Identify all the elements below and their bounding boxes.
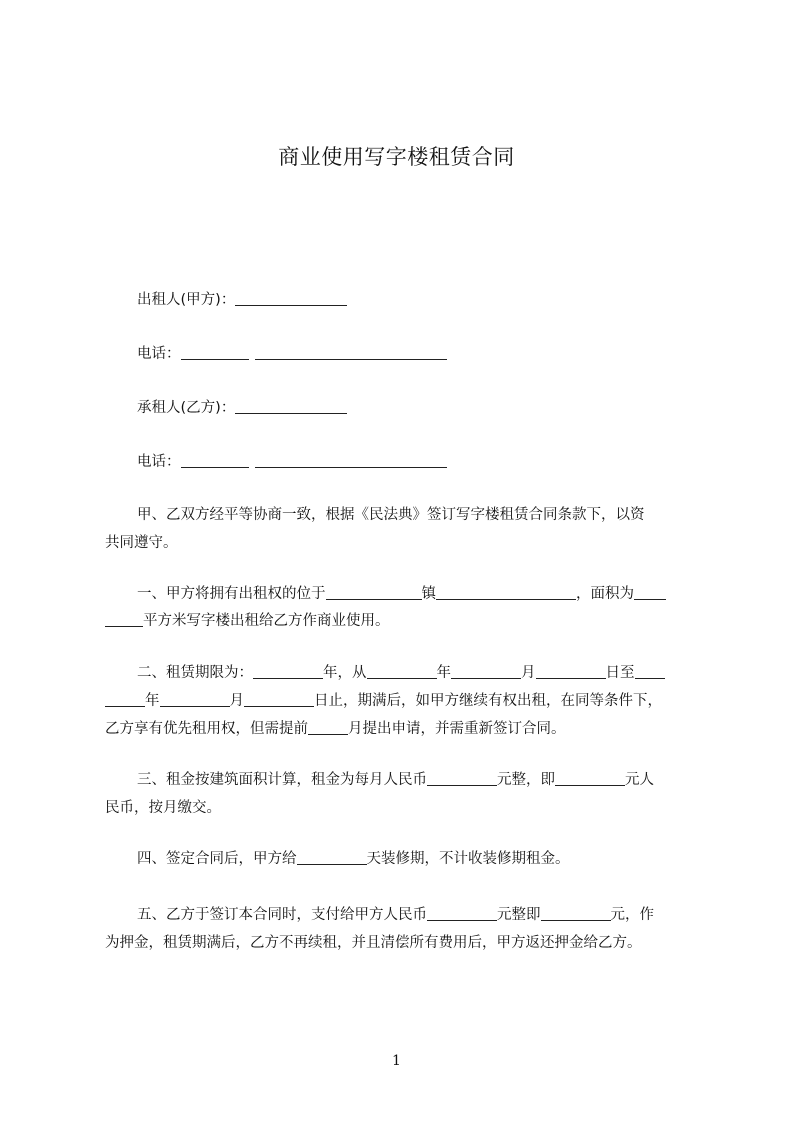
lessee-phone-line [137, 446, 700, 479]
clause-2-day-end-text: 日止，期满后，如甲方继续有权出租，在同等条件下， [314, 693, 662, 709]
lessee-phone-label: 电话： [137, 454, 181, 470]
lessor-label: 出租人(甲方)： [137, 292, 236, 308]
lessor-phone-blank-2[interactable] [255, 358, 447, 360]
clause-5-text-b: 元整即 [497, 907, 541, 923]
page-number: 1 [392, 1053, 401, 1069]
clause-1-town-blank[interactable] [436, 598, 576, 600]
clause-1-text-b: 镇 [421, 586, 436, 602]
clause-5-line-2: 为押金，租赁期满后，乙方不再续租，并且清偿所有费用后，甲方返还押金给乙方。 [105, 935, 642, 951]
clause-2-end-year-blank-a[interactable] [635, 677, 665, 679]
clause-5-deposit-words-blank[interactable] [541, 919, 611, 921]
clause-2-text-a: 二、租赁期限为： [137, 665, 253, 681]
clause-2-end-year-blank-b[interactable] [105, 705, 145, 707]
clause-2-start-year-blank[interactable] [367, 677, 437, 679]
clause-2-start-day-blank[interactable] [536, 677, 606, 679]
lessee-line [137, 392, 700, 425]
lessor-phone-line [137, 338, 700, 371]
document-title: 商业使用写字楼租赁合同 [278, 145, 515, 169]
clause-1-area-blank-a[interactable] [634, 598, 666, 600]
lessor-line [137, 284, 700, 317]
lessee-phone-blank-1[interactable] [181, 466, 249, 468]
clause-1-location-blank[interactable] [326, 598, 422, 600]
clause-2-from-label: ，从 [337, 665, 367, 681]
clause-5-deposit-blank[interactable] [427, 919, 497, 921]
clause-2-start-month-blank[interactable] [451, 677, 521, 679]
lessor-phone-blank-1[interactable] [181, 358, 249, 360]
clause-2-notice-months-blank[interactable] [308, 733, 348, 735]
clause-2-end-year-label: 年 [145, 693, 160, 709]
lessor-blank[interactable] [235, 304, 347, 306]
clause-2-end-month-blank[interactable] [160, 705, 230, 707]
clause-4-text-a: 四、签定合同后，甲方给 [137, 851, 297, 867]
clause-1-text-c: ，面积为 [576, 586, 634, 602]
lessee-label: 承租人(乙方)： [137, 400, 236, 416]
clause-2-years-blank[interactable] [253, 677, 323, 679]
clause-1-line-2 [105, 605, 700, 638]
clause-2-start-month-label: 月 [521, 665, 536, 681]
clause-2-end-day-blank[interactable] [244, 705, 314, 707]
clause-2-day-to-label: 日至 [605, 665, 635, 681]
clause-2-start-year-label: 年 [436, 665, 451, 681]
clause-2-end-month-label: 月 [229, 693, 244, 709]
clause-1-text-d: 平方米写字楼出租给乙方作商业使用。 [143, 613, 390, 629]
clause-3-rent-blank[interactable] [427, 784, 497, 786]
clause-2-text-priority: 乙方享有优先租用权，但需提前 [105, 721, 308, 737]
clause-1-text-a: 一、甲方将拥有出租权的位于 [137, 586, 326, 602]
clause-4-days-blank[interactable] [297, 863, 367, 865]
clause-4-text-b: 天装修期，不计收装修期租金。 [366, 851, 570, 867]
clause-3-text-a: 三、租金按建筑面积计算，租金为每月人民币 [137, 772, 427, 788]
clause-2-line-3 [105, 713, 700, 746]
intro-line-2: 共同遵守。 [105, 535, 178, 551]
clause-2-text-apply: 月提出申请，并需重新签订合同。 [348, 721, 566, 737]
intro-line-1: 甲、乙双方经平等协商一致，根据《民法典》签订写字楼租赁合同条款下，以资 [137, 507, 645, 523]
lessee-blank[interactable] [235, 412, 347, 414]
clause-3-text-c: 元人 [625, 772, 654, 788]
lessor-phone-label: 电话： [137, 346, 181, 362]
clause-5-text-c: 元，作 [610, 907, 654, 923]
clause-2-year-label: 年 [323, 665, 338, 681]
clause-3-text-b: 元整，即 [497, 772, 555, 788]
clause-3-rent-words-blank[interactable] [555, 784, 625, 786]
clause-3-line-2: 民币，按月缴交。 [105, 800, 221, 816]
clause-4-line-1 [137, 843, 700, 876]
clause-1-area-blank-b[interactable] [105, 625, 143, 627]
lessee-phone-blank-2[interactable] [255, 466, 447, 468]
clause-5-text-a: 五、乙方于签订本合同时，支付给甲方人民币 [137, 907, 427, 923]
